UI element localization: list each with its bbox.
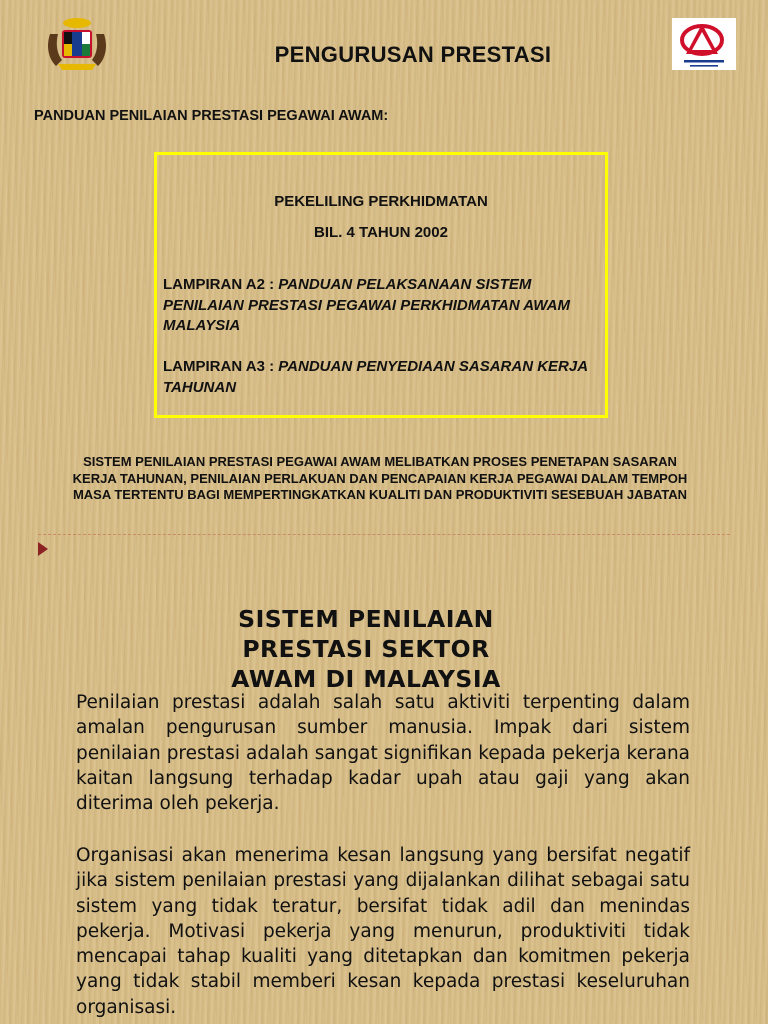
bullet-arrow-icon — [38, 542, 48, 556]
appendix-a3-label: LAMPIRAN A3 : — [163, 358, 279, 375]
appendix-a3 — [163, 357, 593, 398]
section-divider — [38, 534, 730, 535]
circular-title: PEKELILING PERKHIDMATAN — [274, 193, 488, 210]
section-heading: SISTEM PENILAIAN PRESTASI SEKTOR AWAM DI MALAYSIA — [231, 605, 501, 693]
page-title: PENGURUSAN PRESTASI — [274, 42, 552, 67]
appendix-a2-title: PANDUAN PELAKSANAAN SISTEM PENILAIAN PRESTASI PEGAWAI PERKHIDMATAN AWAM MALAYSIA — [163, 276, 570, 334]
guide-heading: PANDUAN PENILAIAN PRESTASI PEGAWAI AWAM: — [34, 108, 389, 124]
summary-text: SISTEM PENILAIAN PRESTASI PEGAWAI AWAM MELIBATKAN PROSES PENETAPAN SASARAN KERJA TAHUNAN, PENILAIAN PERLAKUAN DAN PENCAPAIAN KERJA PEGAWAI DALAM TEMPOH MASA TERTENTU BAGI MEMPERTINGKATKAN KUALITI DAN PRODUKTIVITI SESEBUAH JABATAN — [72, 454, 688, 502]
appendix-a2 — [163, 275, 593, 337]
paragraph-1: Penilaian prestasi adalah salah satu aktiviti terpenting dalam amalan pengurusan sumber manusia. Impak dari sistem penilaian prestasi adalah sangat signifikan kepada pekerja kerana kaitan langsung terhadap kadar upah atau gaji yang akan diterima oleh pekerja. — [76, 692, 690, 815]
paragraph-2: Organisasi akan menerima kesan langsung yang bersifat negatif jika sistem penilaian prestasi yang dijalankan dilihat sebagai satu sistem yang tidak teratur, bersifat tidak adil dan menindas pekerja. Motivasi pekerja yang menurun, produktiviti tidak mencapai tahap kualiti yang ditetapkan dan komitmen pekerja yang tidak stabil memberi kesan kepada prestasi keseluruhan organisasi. — [76, 845, 690, 1018]
circular-box — [154, 152, 608, 418]
appendix-a3-title: PANDUAN PENYEDIAAN SASARAN KERJA TAHUNAN — [163, 358, 588, 396]
appendix-a2-label: LAMPIRAN A2 : — [163, 276, 279, 293]
circular-number: BIL. 4 TAHUN 2002 — [314, 224, 448, 241]
